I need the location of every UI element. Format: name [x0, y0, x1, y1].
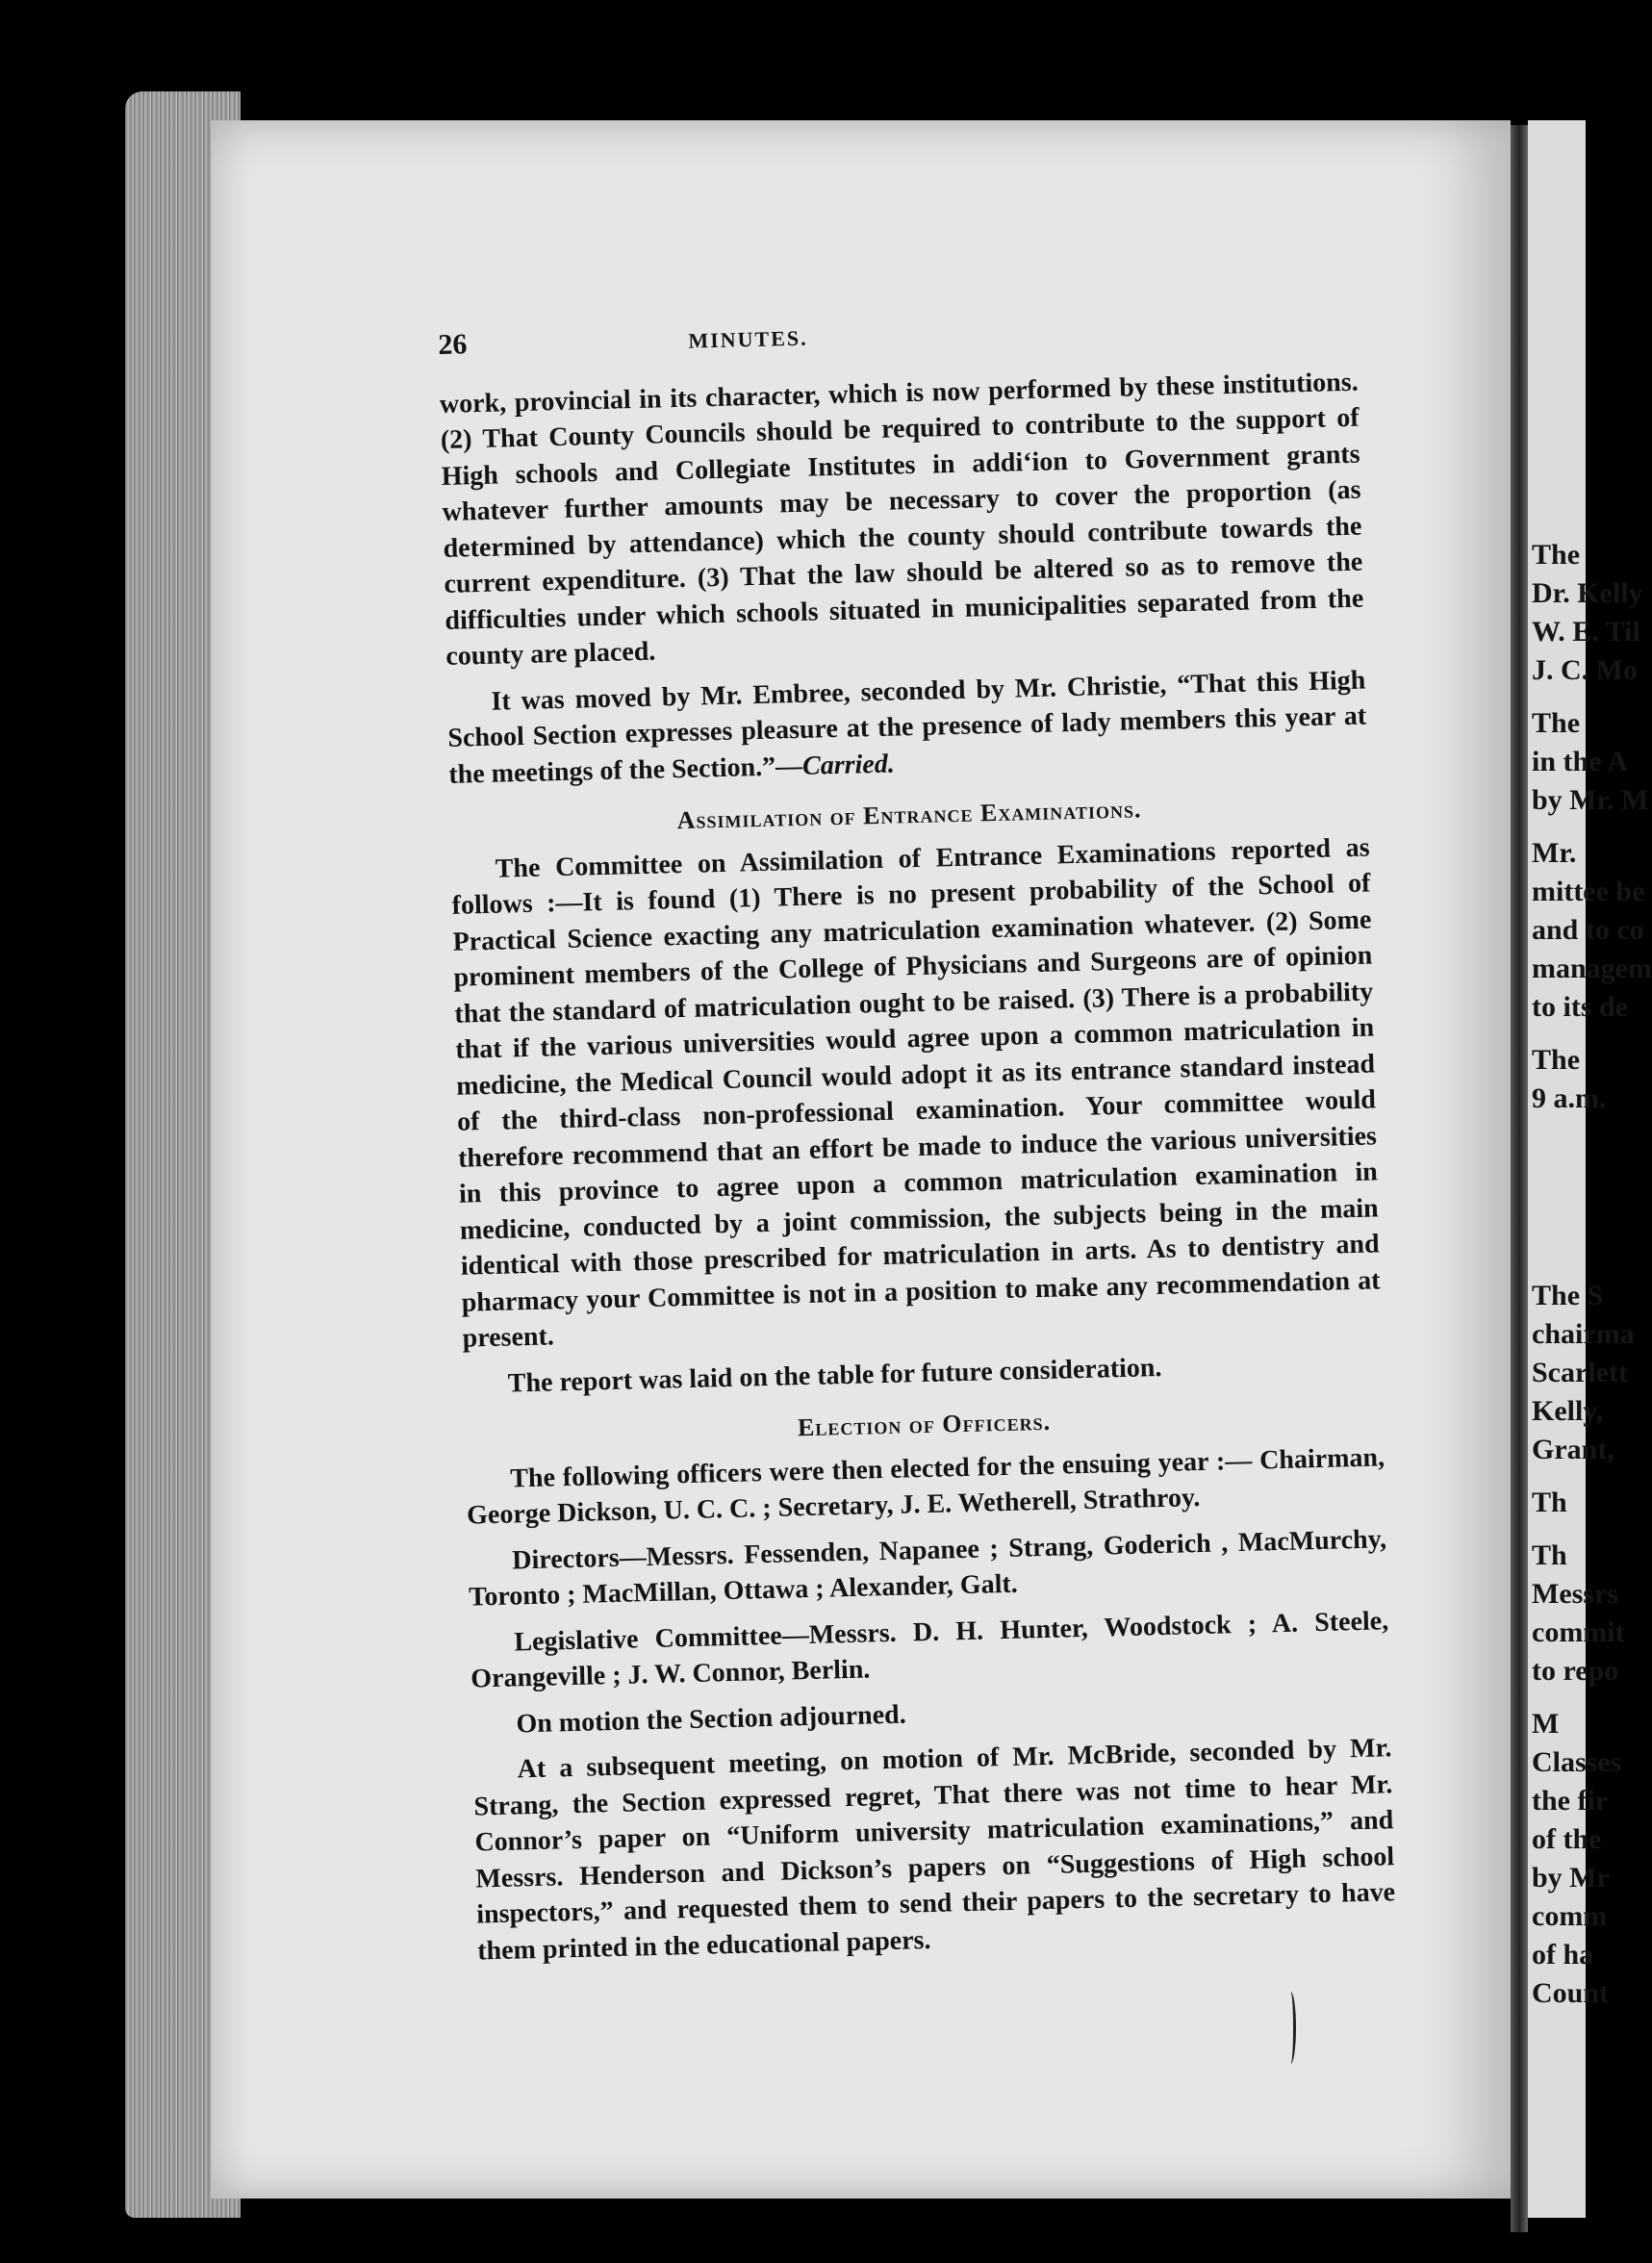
facing-page-line: by Mr [1532, 1862, 1610, 1894]
facing-page-line: Count [1532, 1977, 1610, 2009]
running-header-title: MINUTES. [688, 325, 808, 353]
facing-page-line: to repo [1532, 1655, 1619, 1687]
facing-page-line: The [1532, 539, 1581, 571]
facing-page-line: Th [1532, 1487, 1567, 1518]
paragraph-legislative-committee: Legislative Committee—Messrs. D. H. Hunter, Woodstock ; A. Steele, Orangeville ; J. W. Connor, Berlin. [470, 1605, 1389, 1694]
facing-page-line: chairma [1532, 1318, 1635, 1350]
facing-page-line: Classes [1532, 1746, 1622, 1778]
paragraph-officers: The following officers were then elected for the ensuing year :— Chairman, George Dickson, U. C. C. ; Secretary, J. E. Wetherell, Strathroy. [466, 1441, 1385, 1531]
facing-page-line: the fir [1532, 1785, 1609, 1817]
facing-page-line: comm [1532, 1900, 1608, 1932]
facing-page-line: managem [1532, 953, 1652, 984]
pencil-mark [1285, 1992, 1296, 2064]
paragraph-continuation: work, provincial in its character, which is now performed by these institutions. (2) That County Councils should be required to contribute to the support of High schools and Collegiate Institutes in addi‘ion to Government grants whatever further amounts may be necessary to cover the proportion (as determined by attendance) which the county should contribute towards the current expenditure. (3) That the law should be altered so as to remove the difficulties under which schools situated in municipalities separated from the county are placed. [439, 367, 1364, 672]
facing-page-line: mittee be [1532, 876, 1645, 907]
paragraph-directors: Directors—Messrs. Fessenden, Napanee ; Strang, Goderich , MacMurchy, Toronto ; MacMillan, Ottawa ; Alexander, Galt. [468, 1523, 1387, 1613]
facing-page-line: Grant, [1532, 1434, 1614, 1465]
facing-page-fragment [1528, 120, 1652, 2218]
paragraph-adjourned: On motion the Section adjourned. [516, 1699, 906, 1739]
facing-page-line: commit [1532, 1616, 1625, 1648]
facing-page-line: by Mr. M [1532, 784, 1649, 816]
paragraph-report-tabled: The report was laid on the table for future consideration. [507, 1352, 1162, 1399]
facing-page-line: M [1532, 1708, 1560, 1740]
book-gutter [1511, 125, 1528, 2232]
facing-page-line: W. E. Til [1532, 616, 1640, 648]
facing-page-line: The [1532, 1044, 1581, 1076]
facing-page-line: to its de [1532, 991, 1628, 1023]
facing-page-line: in the A [1532, 746, 1629, 777]
facing-page-line: The S [1532, 1280, 1604, 1311]
facing-page-line: Messrs [1532, 1578, 1618, 1610]
section-heading-assimilation: Assimilation of Entrance Examinations. [676, 795, 1142, 835]
paragraph-motion-embree [446, 662, 1367, 793]
facing-page-line: Dr. Kelly [1532, 577, 1643, 609]
motion-text: It was moved by Mr. Embree, seconded by Mr. Christie, “That this High School Section expresses pleasure at the presence of lady members this year at the meetings of the Section.”— [447, 665, 1367, 790]
paragraph-subsequent-meeting: At a subsequent meeting, on motion of Mr. McBride, seconded by Mr. Strang, the Section expressed regret, That there was not time to hear Mr. Connor’s paper on “Uniform university matriculation examinations,” and Messrs. Henderson and Dickson’s papers on “Suggestions of High school inspectors,” and requested them to send their papers to the secretary to have them printed in the educational papers. [473, 1733, 1396, 1966]
section-heading-election: Election of Officers. [797, 1407, 1052, 1442]
page-text-block [438, 305, 1396, 1970]
facing-page-line: of ha [1532, 1939, 1594, 1971]
facing-page-line: 9 a.m. [1532, 1082, 1607, 1114]
facing-page-line: Scarlett [1532, 1357, 1628, 1388]
facing-page-line: Mr. [1532, 837, 1577, 869]
facing-page-line: of the [1532, 1823, 1602, 1855]
facing-page-line: J. C. Mo [1532, 654, 1638, 686]
motion-result: Carried. [801, 749, 896, 781]
facing-page-line: and to co [1532, 914, 1644, 946]
facing-page-line: Kelly, [1532, 1395, 1604, 1427]
paragraph-committee-report: The Committee on Assimilation of Entrance Examinations reported as follows :—It is found (1) There is no present probability of the School of Practical Science exacting any matriculation examination whatever. (2) Some prominent members of the College of Physicians and Surgeons are of opinion that the standard of matriculation ought to be raised. (3) There is a probability that if the various universities would agree upon a common matriculation in medicine, the Medical Council would adopt it as its entrance standard instead of the third-class non-professional examination. Your committee would therefore recommend that an effort be made to induce the various universities in this province to agree upon a common matriculation examination in medicine, conducted by a joint commission, the subjects being in the main identical with those prescribed for matriculation in arts. As to dentistry and pharmacy your Committee is not in a position to make any recommendation at present. [451, 832, 1381, 1354]
page-number: 26 [438, 328, 468, 361]
facing-page-line: Th [1532, 1539, 1567, 1571]
facing-page-line: The [1532, 707, 1581, 739]
